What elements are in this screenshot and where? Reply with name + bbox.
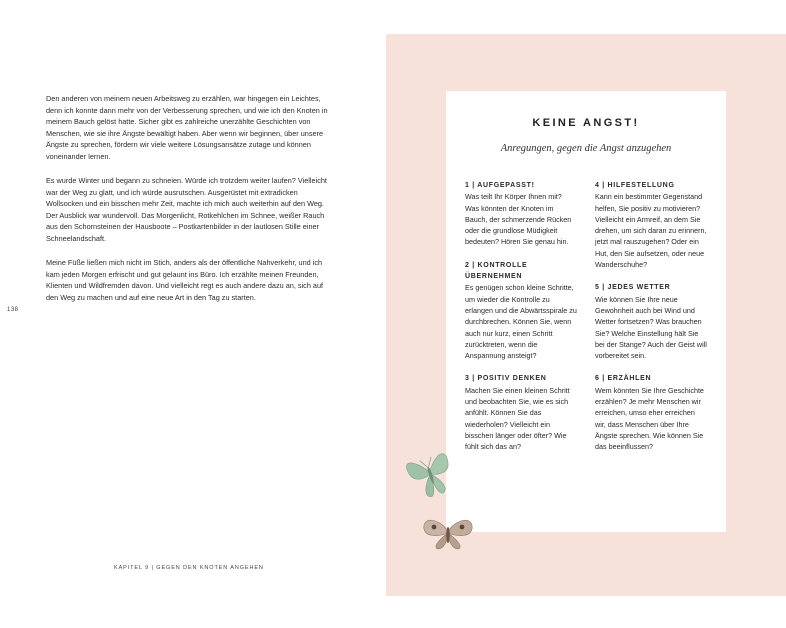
tip-item — [595, 373, 707, 452]
brown-moth-icon — [418, 513, 478, 553]
tip-heading: 1 | AUFGEPASST! — [465, 182, 535, 189]
tip-text: Es genügen schon kleine Schritte, um wieder die Kontrolle zu erlangen und die Abwärtsspirale zu durchbrechen. Können Sie, wenn auch nur kurz, einen Schritt zurücktreten, wenn die Anspannung ansteigt? — [465, 283, 577, 361]
tip-text: Wie können Sie Ihre neue Gewohnheit auch bei Wind und Wetter fortsetzen? Was brauchen Sie? Welche Einstellung hält Sie bei der Stange? Auch der Geist will vorbereitet sein. — [595, 294, 707, 361]
tip-text: Was teilt Ihr Körper Ihnen mit? Was könnten der Knoten im Bauch, der schmerzende Rücken oder die grundlose Müdigkeit bedeuten? Hören Sie genau hin. — [465, 192, 572, 247]
tip-item — [595, 180, 707, 270]
tip-heading: 3 | POSITIV DENKEN — [465, 375, 547, 383]
tip-heading: 2 | KONTROLLE ÜBERNEHMEN — [465, 261, 528, 281]
tip-heading: 6 | ERZÄHLEN — [595, 375, 652, 383]
tip-text: Kann ein bestimmter Gegenstand helfen, Sie positiv zu motivieren? Vielleicht ein Armreif, an dem Sie drehen, um sich daran zu erinnern, jetzt mal rauszugehen? Oder ein Hut, den Sie aufsetzen, oder neue Wanderschuhe? — [595, 192, 707, 270]
tips-column-right — [595, 180, 707, 465]
body-text — [46, 93, 330, 316]
paragraph-2: Es wurde Winter und begann zu schneien. Würde ich trotzdem weiter laufen? Vielleicht war der Weg zu glatt, und ich würde ausrutschen. Ausgerüstet mit extradicken Wollsocken und ein bisschen mehr Zeit, machte ich mich auch weiterhin auf den Weg. Der Ausblick war wundervoll. Das Morgenlicht, Rotkehlchen im Schnee, weißer Rauch aus den Schornsteinen der Hausboote – Postkartenbilder in der lautlosen Stille einer Schneelandschaft. — [46, 176, 327, 243]
tip-heading: 4 | HILFESTELLUNG — [595, 182, 675, 189]
paragraph-3: Meine Füße ließen mich nicht im Stich, anders als der öffentliche Nahverkehr, und ich kam jeden Morgen erfrischt und gut gelaunt ins Büro. Ich erzählte meinen Freunden, Klienten und Wildfremden davon. Und vielleicht regt es auch andere dazu an, sich auf den Weg zu machen und auf eine neue Art in den Tag zu starten. — [46, 258, 324, 302]
card-subtitle: Anregungen, gegen die Angst anzugehen — [500, 143, 672, 154]
green-moth-icon — [404, 444, 456, 502]
tip-item — [465, 260, 577, 362]
paragraph-1: Den anderen von meinem neuen Arbeitsweg zu erzählen, war hingegen ein Leichtes, denn ich konnte dann mehr von der Verbesserung sprechen, und wie ich den Knoten in meinem Bauch gelöst hatte. Sicher gibt es zahlreiche unerzählte Geschichten von Menschen, wie sie ihre Ängste bewältigt haben. Aber wenn wir beginnen, über unsere Ängste zu sprechen, fördern wir viele weitere Lösungsansätze zutage und können voneinander lernen. — [46, 94, 328, 161]
tip-item — [465, 373, 577, 452]
tip-text: Machen Sie einen kleinen Schritt und beobachten Sie, wie es sich anfühlt. Können Sie das wiederholen? Vielleicht ein bisschen länger oder öfter? Wie fühlt sich das an? — [465, 385, 570, 452]
running-footer: KAPITEL 9 | GEGEN DEN KNOTEN ANGEHEN — [114, 565, 264, 571]
tip-item — [465, 180, 577, 248]
tip-item — [595, 282, 707, 361]
left-page — [0, 0, 386, 628]
tip-text: Wem könnten Sie Ihre Geschichte erzählen? Je mehr Menschen wir erreichen, umso eher erreichen wir, dass Menschen über Ihre Ängste sprechen. Wie können Sie das beeinflussen? — [595, 385, 704, 452]
tip-heading: 5 | JEDES WETTER — [595, 284, 671, 292]
page-number: 138 — [7, 307, 19, 313]
tips-card — [446, 91, 726, 532]
card-title: KEINE ANGST! — [532, 117, 640, 129]
tips-column-left — [465, 180, 577, 465]
